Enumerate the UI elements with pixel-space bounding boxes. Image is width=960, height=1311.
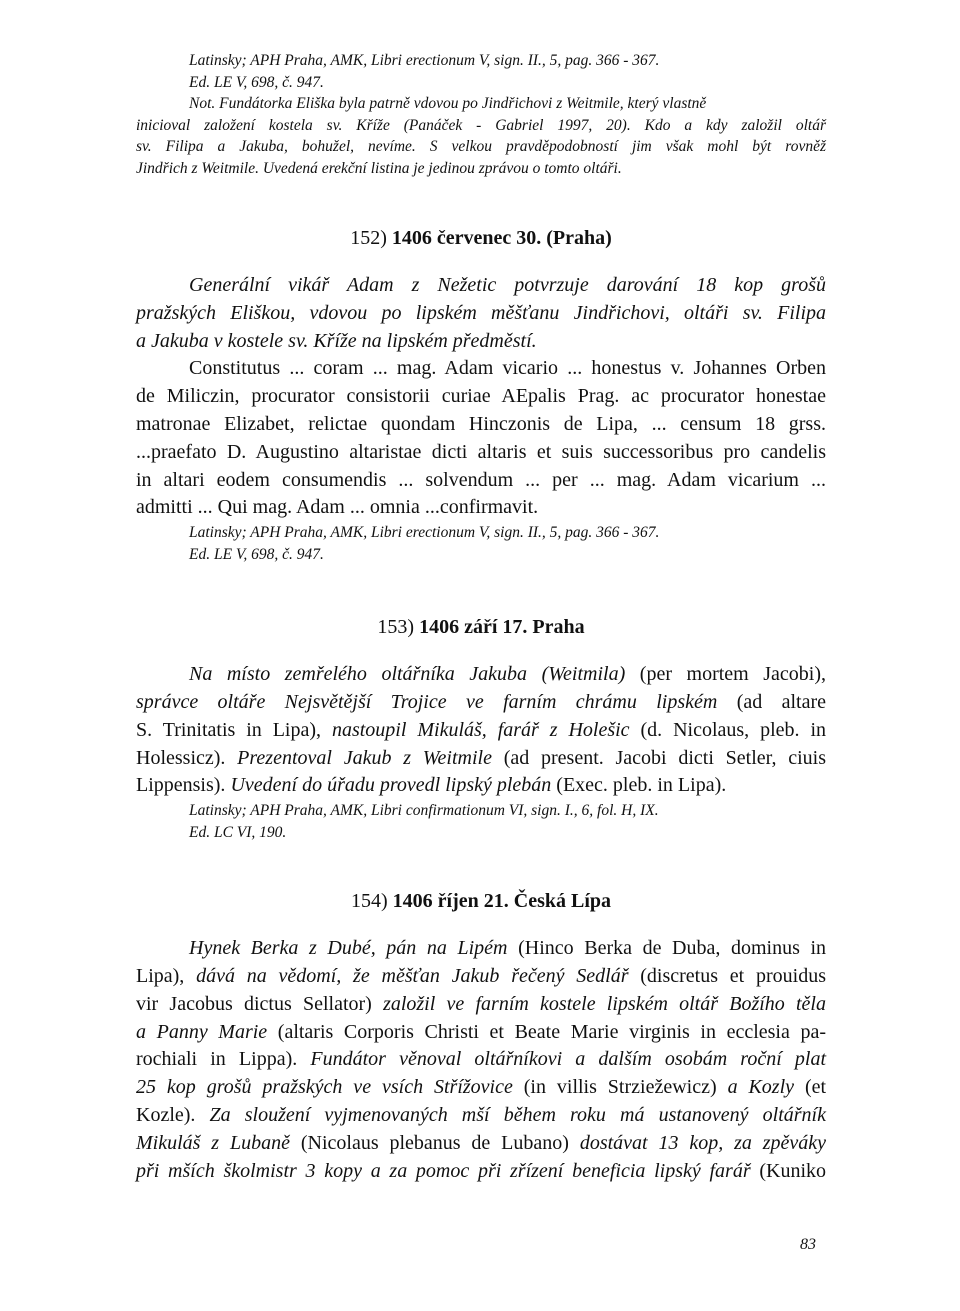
- regest-line: Generální vikář Adam z Nežetic potvrzuje darování 18 kop grošů: [189, 274, 826, 296]
- latin-text: (Kuniko: [759, 1159, 827, 1182]
- entry-number: 152): [350, 227, 387, 249]
- text-line: [136, 745, 826, 773]
- entry-153-sources: [136, 800, 826, 843]
- text-line: [136, 661, 826, 689]
- entry-152-sources: [136, 522, 826, 565]
- czech-text: založil ve farním kostele lipském oltář Božího těla: [383, 992, 826, 1015]
- czech-text: při mších školmistr 3 kopy a za pomoc při zřízení beneficia lipský farář: [136, 1159, 751, 1182]
- top-source-block: [136, 50, 826, 93]
- latin-text: (altaris Corporis Christi et Beate Marie virginis in ecclesia pa-: [277, 1020, 826, 1043]
- regest-line: pražských Eliškou, vdovou po lipském měšťanu Jindřichovi, oltáři sv. Filipa: [136, 301, 826, 324]
- latin-text: (ad present. Jacobi dicti Setler, ciuis: [503, 746, 827, 769]
- latin-text: rochiali in Lippa).: [136, 1048, 298, 1071]
- text-line: [136, 991, 826, 1019]
- page-number: 83: [800, 1236, 816, 1253]
- text-line: [136, 717, 826, 745]
- latin-text: (Nicolaus plebanus de Lubano): [300, 1131, 569, 1154]
- entry-place: Česká Lípa: [513, 890, 611, 913]
- latin-text: (d. Nicolaus, pleb. in: [640, 718, 827, 741]
- latin-text: (ad altare: [736, 690, 826, 713]
- latin-text: Lipa),: [136, 964, 185, 987]
- czech-text: Mikuláš z Lubaně: [136, 1131, 290, 1154]
- edition-citation: Ed. LC VI, 190.: [189, 823, 287, 841]
- note-line: sv. Filipa a Jakuba, bohužel, nevíme. S velkou pravděpodobností jim však mohl být rovněž: [136, 138, 826, 155]
- latin-line: in altari eodem consumendis ... solvendum ... per ... mag. Adam vicarium ...: [136, 468, 826, 491]
- latin-text: S. Trinitatis in Lipa),: [136, 718, 322, 741]
- note-block: [136, 93, 826, 179]
- czech-text: Prezentoval Jakub z Weitmile: [237, 746, 492, 769]
- latin-text: Holessicz).: [136, 746, 226, 769]
- czech-text: Na místo zemřelého oltářníka Jakuba (Weitmila): [189, 663, 626, 686]
- latin-line: ...praefato D. Augustino altaristae dicti altaris et suis successoribus pro candelis: [136, 440, 826, 463]
- czech-text: Fundátor věnoval oltářníkovi a dalším osobám roční plat: [310, 1048, 826, 1071]
- latin-text: Lippensis).: [136, 774, 226, 797]
- text-line: [136, 1046, 826, 1074]
- source-citation: Latinsky; APH Praha, AMK, Libri erectionum V, sign. II., 5, pag. 366 - 367.: [189, 524, 660, 542]
- note-line: inicioval založení kostela sv. Kříže (Panáček - Gabriel 1997, 20). Kdo a kdy založil oltář: [136, 116, 826, 134]
- text-line: [136, 1158, 826, 1186]
- latin-text: vir Jacobus dictus Sellator): [136, 992, 372, 1015]
- czech-text: Uvedení do úřadu provedl lipský plebán: [230, 774, 552, 797]
- entry-154-body: [136, 935, 826, 1185]
- latin-text: (Hinco Berka de Duba, dominus in: [518, 937, 826, 960]
- entry-number: 154): [350, 890, 388, 913]
- text-line: [136, 963, 826, 991]
- entry-date: 1406 říjen 21.: [392, 890, 509, 913]
- entry-153-body: [136, 661, 826, 800]
- czech-text: správce oltáře Nejsvětější Trojice ve farním chrámu lipském: [136, 690, 718, 713]
- source-citation: Latinsky; APH Praha, AMK, Libri erectionum V, sign. II., 5, pag. 366 - 367.: [189, 52, 660, 69]
- regest-line: a Jakuba v kostele sv. Kříže na lipském předměstí.: [136, 329, 537, 352]
- czech-text: dostávat 13 kop, za zpěváky: [579, 1131, 827, 1154]
- entry-number: 153): [377, 616, 415, 639]
- latin-text: (in villis Strziežewicz): [523, 1076, 717, 1099]
- entry-place: Praha: [532, 616, 585, 639]
- czech-text: a Kozly: [727, 1076, 795, 1099]
- note-line: Not. Fundátorka Eliška byla patrně vdovou po Jindřichovi z Weitmile, který vlastně: [189, 95, 707, 112]
- entry-heading-154: [136, 887, 826, 915]
- text-line: [136, 1130, 826, 1158]
- latin-line: admitti ... Qui mag. Adam ... omnia ...confirmavit.: [136, 496, 539, 519]
- text-line: [136, 935, 826, 963]
- latin-line: de Miliczin, procurator consistorii curiae AEpalis Prag. ac procurator honestae: [136, 385, 826, 408]
- latin-text: (et: [804, 1076, 827, 1099]
- text-line: [136, 1019, 826, 1047]
- source-citation: Latinsky; APH Praha, AMK, Libri confirmationum VI, sign. I., 6, fol. H, IX.: [189, 802, 659, 820]
- latin-text: Kozle).: [136, 1103, 196, 1126]
- latin-text: (discretus et prouidus: [640, 964, 827, 987]
- latin-line: Constitutus ... coram ... mag. Adam vicario ... honestus v. Johannes Orben: [189, 357, 826, 380]
- entry-place: (Praha): [546, 227, 612, 249]
- text-line: [136, 689, 826, 717]
- latin-text: (per mortem Jacobi),: [639, 663, 826, 686]
- text-line: [136, 772, 826, 800]
- text-line: [136, 1102, 826, 1130]
- latin-line: matronae Elizabet, relictae quondam Hinczonis de Lipa, ... censum 18 grss.: [136, 412, 826, 435]
- entry-heading-152: [136, 224, 826, 252]
- czech-text: 25 kop grošů pražských ve vsích Střížovice: [136, 1076, 513, 1099]
- czech-text: Za sloužení vyjmenovaných mší během roku má ustanovený oltářník: [209, 1103, 826, 1126]
- czech-text: Hynek Berka z Dubé, pán na Lipém: [189, 937, 508, 960]
- entry-date: 1406 září 17.: [419, 616, 528, 639]
- edition-citation: Ed. LE V, 698, č. 947.: [189, 545, 324, 563]
- entry-date: 1406 červenec 30.: [391, 227, 542, 249]
- czech-text: nastoupil Mikuláš, farář z Holešic: [331, 718, 630, 741]
- entry-heading-153: [136, 613, 826, 641]
- document-page: [136, 50, 826, 1185]
- czech-text: a Panny Marie: [136, 1020, 268, 1043]
- latin-text: (Exec. pleb. in Lipa).: [556, 774, 727, 797]
- note-line: Jindřich z Weitmile. Uvedená erekční listina je jedinou zprávou o tomto oltáři.: [136, 159, 622, 177]
- text-line: [136, 1074, 826, 1102]
- edition-citation: Ed. LE V, 698, č. 947.: [189, 73, 324, 91]
- entry-152-body: [136, 272, 826, 522]
- czech-text: dává na vědomí, že měšťan Jakub řečený Sedlář: [196, 964, 629, 987]
